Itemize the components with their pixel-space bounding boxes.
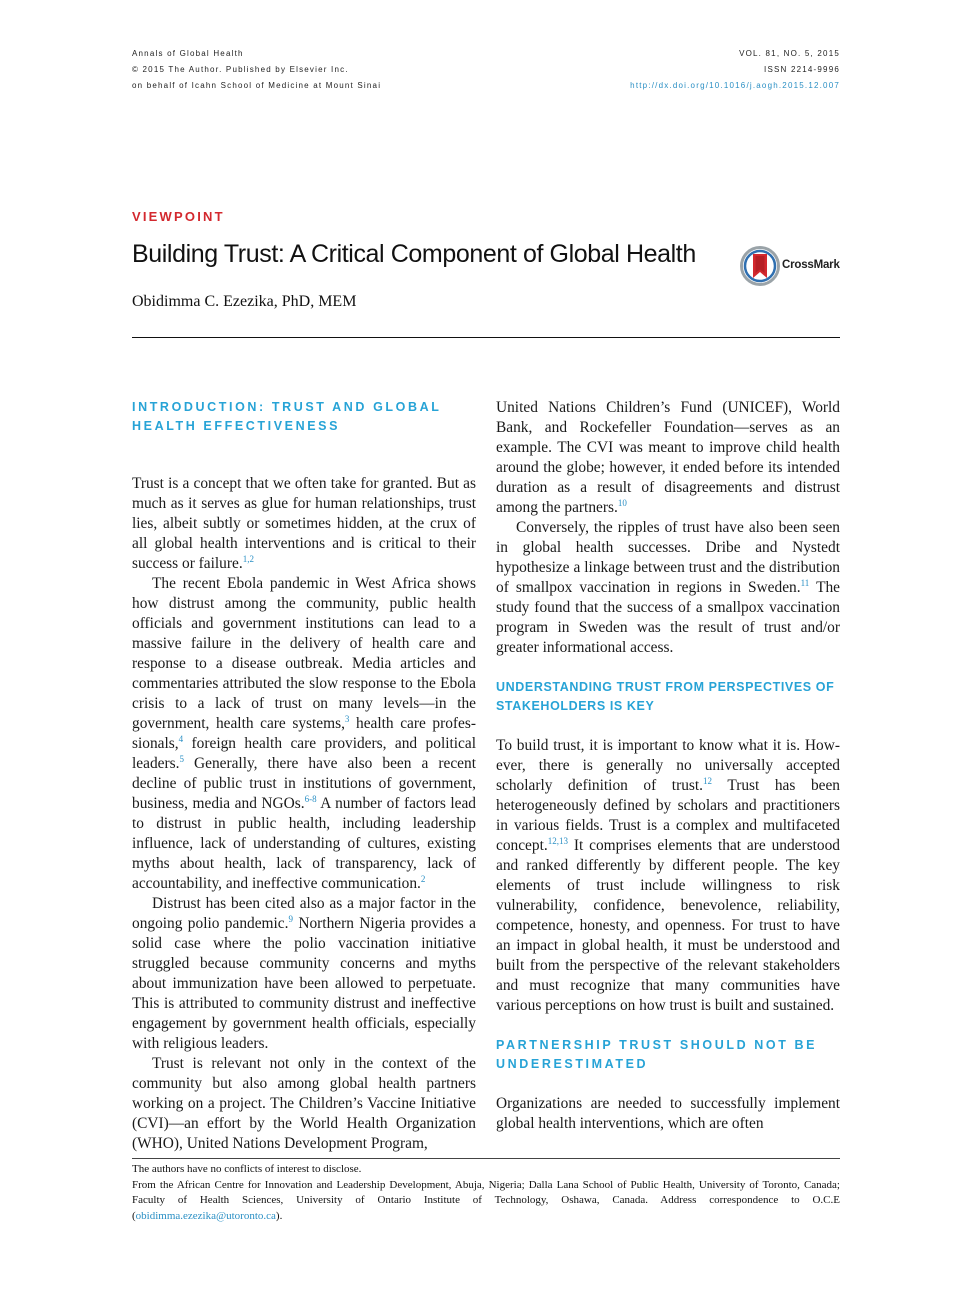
citation-ref[interactable]: 5 [179, 754, 184, 764]
article-title: Building Trust: A Critical Component of Global Health [132, 240, 696, 268]
paragraph: To build trust, it is important to know what it is. However, there is generally no universally accepted scholarly definition of trust.$^{12}$ Trust has been heterogeneously defined by scholars and practitioners in various fields. Trust is a complex and multifaceted concept.$^{12,13}$ It comprises elements that are understood and ranked differently by different people. The key elements of trust include willingness to risk vulnerability, confidence, benevolence, reliability, competence, honesty, and openness. For trust to have an impact in global health, it must be understood and built from the perspective of the relevant stakeholders and must recognize that many communities have various perceptions on how trust is built and sustained. [496, 737, 840, 1014]
affiliations: From the African Centre for Innovation and Leadership Development, Abuja, Nigeria; Dalla Lana School of Public Health, University of Toronto, Canada; Faculty of Health Sciences, University of Ontario Institute of Technology, Oshawa, Canada. Address correspondence to O.C.E (obidimma.ezezika@utoronto.ca). [132, 1178, 840, 1222]
section-heading-introduction: INTRODUCTION: TRUST AND GLOBAL HEALTH EFFECTIVENESS [132, 400, 442, 433]
copyright-line: © 2015 The Author. Published by Elsevier Inc. [132, 65, 349, 74]
crossmark-badge[interactable] [740, 246, 840, 286]
footnotes [132, 1162, 840, 1224]
citation-ref[interactable]: 11 [800, 578, 810, 588]
crossmark-label: CrossMark [782, 259, 840, 271]
issn: ISSN 2214-9996 [764, 65, 840, 74]
left-column [132, 398, 476, 1154]
volume-info: VOL. 81, NO. 5, 2015 [739, 49, 840, 58]
paragraph: The recent Ebola pandemic in West Africa shows how distrust among the community, public health officials and government institutions can lead to a massive failure in the delivery of health care and response to a disease outbreak. Media articles and commentaries attributed the slow response to the Ebola crisis to a lack of trust on many levels—in the government, health care systems,$^3$ health care professionals,$^4$ foreign health care providers, and political leaders.$^5$ Generally, there have also been a recent decline of public trust in institutions of government, business, media and NGOs.$^{6-8}$ A number of factors lead to distrust in public health, including leadership influence, lack of understanding of cultures, existing myths about health, lack of transparency, lack of accountability, and ineffective communication.$^2$ [132, 575, 477, 892]
paragraph: Distrust has been cited also as a major factor in the ongoing polio pandemic.$^9$ Northern Nigeria provides a solid case where the polio vaccination initiative struggled because community concerns and myths about immunization have been allowed to perpetuate. This is attributed to community distrust and ineffective engagement by government health officials, especially with religious leaders. [132, 895, 476, 1052]
crossmark-icon [740, 246, 780, 286]
citation-ref[interactable]: 10 [617, 498, 627, 508]
paragraph: Trust is a concept that we often take for granted. But as much as it serves as glue for human relationships, trust lies, albeit subtly or sometimes hidden, at the crux of all global health interventions and is critical to their success or failure.$^{1,2}$ [132, 475, 476, 572]
doi-link[interactable]: http://dx.doi.org/10.1016/j.aogh.2015.12.007 [630, 81, 840, 90]
citation-ref[interactable]: 1,2 [242, 554, 254, 564]
journal-header-right [630, 46, 840, 94]
section-heading-partnership-trust: PARTNERSHIP TRUST SHOULD NOT BE UNDERESTIMATED [496, 1038, 818, 1071]
citation-ref[interactable]: 6-8 [304, 794, 317, 804]
footnote-divider [132, 1158, 840, 1159]
citation-ref[interactable]: 12 [703, 776, 713, 786]
paragraph: Trust is relevant not only in the context of the community but also among global health partners working on a project. The Children’s Vaccine Initiative (CVI)—an effort by the World Health Organization (WHO), United Nations Development Program, [132, 1055, 476, 1152]
paragraph: United Nations Children’s Fund (UNICEF), World Bank, and Rockefeller Foundation—serves as an example. The CVI was meant to improve child health around the globe; however, it ended before its intended duration as a result of disagreements and distrust among the partners.$^{10}$ [496, 399, 840, 516]
journal-name: Annals of Global Health [132, 49, 244, 58]
section-label: VIEWPOINT [132, 209, 225, 224]
citation-ref[interactable]: 12,13 [547, 836, 568, 846]
on-behalf-line: on behalf of Icahn School of Medicine at Mount Sinai [132, 81, 382, 90]
journal-header-left [132, 46, 381, 94]
citation-ref[interactable]: 4 [178, 734, 184, 744]
paragraph: Conversely, the ripples of trust have also been seen in global health successes. Dribe and Nystedt hypothesize a linkage between trust and the distribution of smallpox vaccination in regions in Sweden.$^{11}$ The study found that the success of a smallpox vaccination program in Sweden was the result of trust and/or greater informational access. [496, 519, 840, 656]
title-divider [132, 337, 840, 338]
paragraph: Organizations are needed to successfully implement global health interventions, which are often [496, 1095, 840, 1132]
citation-ref[interactable]: 3 [344, 714, 350, 724]
conflict-statement: The authors have no conflicts of interest to disclose. [132, 1163, 362, 1175]
citation-ref[interactable]: 9 [288, 914, 293, 924]
correspondence-email[interactable]: obidimma.ezezika@utoronto.ca [135, 1209, 276, 1222]
citation-ref[interactable]: 2 [420, 874, 426, 884]
right-column [496, 398, 840, 1134]
section-heading-understanding-trust: UNDERSTANDING TRUST FROM PERSPECTIVES OF STAKEHOLDERS IS KEY [496, 680, 835, 713]
author-line: Obidimma C. Ezezika, PhD, MEM [132, 293, 357, 310]
